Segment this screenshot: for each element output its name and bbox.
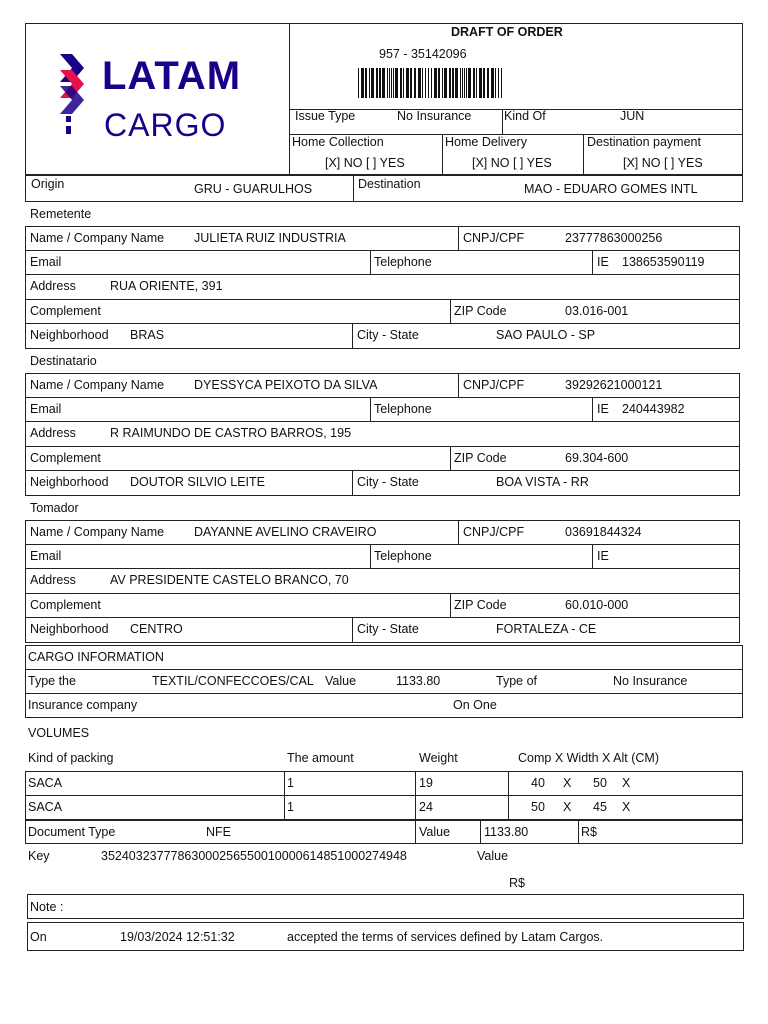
volumes-header-weight: Weight	[419, 751, 458, 765]
party-row-line	[25, 250, 740, 251]
party-row-line	[25, 446, 740, 447]
party-col-line	[458, 226, 459, 250]
party-city-value: BOA VISTA - RR	[496, 475, 589, 489]
barcode-bar	[371, 68, 374, 98]
party-neighborhood-value: BRAS	[130, 328, 165, 342]
volume-x-sep: X	[563, 776, 572, 790]
barcode-bar	[501, 68, 502, 98]
party-row-line	[25, 397, 740, 398]
party-complement-label: Complement	[30, 304, 101, 318]
volume-weight: 19	[419, 776, 433, 790]
barcode-bar	[479, 68, 482, 98]
header-divider	[289, 23, 290, 175]
party-ie-label: IE	[597, 549, 609, 563]
barcode-bar	[391, 68, 392, 98]
party-telephone-label: Telephone	[374, 549, 432, 563]
party-col-line	[450, 593, 451, 617]
party-zip-label: ZIP Code	[454, 304, 507, 318]
cargo-type-label: Type the	[28, 674, 76, 688]
volume-packing: SACA	[28, 800, 63, 814]
cargo-line-2	[25, 693, 743, 694]
volume-packing: SACA	[28, 776, 63, 790]
party-address-label: Address	[30, 426, 76, 440]
party-cnpj-value: 23777863000256	[565, 231, 663, 245]
barcode-bar	[455, 68, 458, 98]
barcode-bar	[468, 68, 471, 98]
order-number: 957 - 35142096	[379, 47, 467, 61]
barcode-bar	[428, 68, 429, 98]
volumes-header-dims: Comp X Width X Alt (CM)	[518, 751, 659, 765]
barcode-bar	[393, 68, 394, 98]
acceptance-datetime: 19/03/2024 12:51:32	[120, 930, 235, 944]
party-city-value: FORTALEZA - CE	[496, 622, 597, 636]
party-cnpj-label: CNPJ/CPF	[463, 525, 525, 539]
barcode-bar	[498, 68, 499, 98]
barcode-bar	[476, 68, 477, 98]
volumes-col-line-2	[415, 771, 416, 820]
party-email-label: Email	[30, 402, 62, 416]
party-name-label: Name / Company Name	[30, 525, 165, 539]
party-zip-label: ZIP Code	[454, 598, 507, 612]
party-neighborhood-label: Neighborhood	[30, 475, 109, 489]
volumes-title: VOLUMES	[28, 726, 90, 740]
barcode	[356, 68, 504, 98]
party-col-line	[352, 470, 353, 496]
origin-label: Origin	[31, 177, 65, 191]
cargo-value: 1133.80	[396, 674, 441, 688]
document-value: 1133.80	[484, 825, 529, 839]
cargo-type-of-value: No Insurance	[613, 674, 688, 688]
party-ie-value: 240443982	[622, 402, 685, 416]
key-currency: R$	[509, 876, 525, 890]
party-section-title: Tomador	[30, 501, 79, 515]
party-row-line	[25, 299, 740, 300]
party-address-value: RUA ORIENTE, 391	[110, 279, 223, 293]
document-col-line-1	[415, 820, 416, 844]
barcode-bar	[434, 68, 437, 98]
party-col-line	[458, 373, 459, 397]
barcode-bar	[387, 68, 388, 98]
barcode-bar	[442, 68, 443, 98]
volumes-col-line-1	[284, 771, 285, 820]
header-vline-a	[502, 109, 503, 134]
kind-of-value: JUN	[620, 109, 645, 123]
party-complement-label: Complement	[30, 598, 101, 612]
party-col-line	[370, 397, 371, 421]
barcode-bar	[361, 68, 364, 98]
party-ie-label: IE	[597, 255, 609, 269]
logo-wordmark-latam: LATAM	[102, 54, 242, 98]
party-name-value: DYESSYCA PEIXOTO DA SILVA	[194, 378, 378, 392]
barcode-bar	[358, 68, 359, 98]
header-vline-c	[583, 134, 584, 175]
volume-x-sep: X	[563, 800, 572, 814]
party-complement-label: Complement	[30, 451, 101, 465]
party-zip-value: 60.010-000	[565, 598, 629, 612]
party-zip-value: 69.304-600	[565, 451, 629, 465]
acceptance-text: accepted the terms of services defined by Latam Cargos.	[287, 930, 604, 944]
party-address-value: AV PRESIDENTE CASTELO BRANCO, 70	[110, 573, 349, 587]
destination-payment-value: [X] NO [ ] YES	[623, 156, 703, 170]
party-ie-label: IE	[597, 402, 609, 416]
volume-amount: 1	[287, 800, 294, 814]
party-address-label: Address	[30, 573, 76, 587]
volume-x-sep: X	[622, 776, 631, 790]
home-delivery-label: Home Delivery	[445, 135, 527, 149]
logo-wordmark-cargo: CARGO	[104, 107, 227, 143]
party-row-line	[25, 274, 740, 275]
party-cnpj-value: 39292621000121	[565, 378, 663, 392]
party-col-line	[458, 520, 459, 544]
cargo-line-1	[25, 669, 743, 670]
barcode-bar	[422, 68, 423, 98]
party-name-label: Name / Company Name	[30, 378, 165, 392]
barcode-bar	[395, 68, 398, 98]
party-row-line	[25, 568, 740, 569]
home-collection-label: Home Collection	[292, 135, 384, 149]
home-delivery-value: [X] NO [ ] YES	[472, 156, 552, 170]
barcode-bar	[449, 68, 451, 98]
note-label: Note :	[30, 900, 64, 914]
barcode-bar	[452, 68, 454, 98]
barcode-bar	[400, 68, 402, 98]
party-name-value: JULIETA RUIZ INDUSTRIA	[194, 231, 346, 245]
party-neighborhood-label: Neighborhood	[30, 622, 109, 636]
party-col-line	[592, 397, 593, 421]
barcode-bar	[464, 68, 465, 98]
barcode-bar	[389, 68, 390, 98]
barcode-bar	[462, 68, 463, 98]
document-currency: R$	[581, 825, 597, 839]
barcode-bar	[410, 68, 412, 98]
barcode-bar	[473, 68, 475, 98]
party-row-line	[25, 544, 740, 545]
volume-amount: 1	[287, 776, 294, 790]
key-label: Key	[28, 849, 50, 863]
party-col-line	[592, 544, 593, 568]
party-section-title: Destinatario	[30, 354, 97, 368]
barcode-bar	[365, 68, 367, 98]
acceptance-on-label: On	[30, 930, 47, 944]
document-title: DRAFT OF ORDER	[451, 25, 563, 39]
volumes-header-packing: Kind of packing	[28, 751, 114, 765]
party-row-line	[25, 323, 740, 324]
party-city-label: City - State	[357, 622, 419, 636]
barcode-bar	[466, 68, 467, 98]
issue-type-value: No Insurance	[397, 109, 472, 123]
document-col-line-3	[578, 820, 579, 844]
note-box	[27, 894, 744, 919]
cargo-type-of-label: Type of	[496, 674, 537, 688]
volume-weight: 24	[419, 800, 433, 814]
destination-label: Destination	[358, 177, 421, 191]
key-value-label: Value	[477, 849, 509, 863]
party-telephone-label: Telephone	[374, 402, 432, 416]
party-col-line	[352, 323, 353, 349]
document-type-value: NFE	[206, 825, 231, 839]
party-neighborhood-label: Neighborhood	[30, 328, 109, 342]
latam-cargo-logo	[58, 50, 258, 150]
cargo-type-value: TEXTIL/CONFECCOES/CAL	[152, 674, 314, 688]
volume-comp: 40	[531, 776, 545, 790]
party-row-line	[25, 421, 740, 422]
volumes-header-amount: The amount	[287, 751, 354, 765]
party-address-value: R RAIMUNDO DE CASTRO BARROS, 195	[110, 426, 352, 440]
kind-of-label: Kind Of	[504, 109, 546, 123]
barcode-bar	[460, 68, 461, 98]
document-type-label: Document Type	[28, 825, 116, 839]
document-value-label: Value	[419, 825, 451, 839]
cargo-title: CARGO INFORMATION	[28, 650, 164, 664]
barcode-bar	[425, 68, 426, 98]
barcode-bar	[487, 68, 489, 98]
barcode-bar	[379, 68, 381, 98]
home-collection-value: [X] NO [ ] YES	[325, 156, 405, 170]
latam-logo-icon	[58, 50, 98, 146]
party-col-line	[370, 544, 371, 568]
party-col-line	[352, 617, 353, 643]
party-email-label: Email	[30, 549, 62, 563]
volume-comp: 50	[531, 800, 545, 814]
party-cnpj-label: CNPJ/CPF	[463, 231, 525, 245]
document-row	[25, 820, 743, 844]
insurance-company-label: Insurance company	[28, 698, 138, 712]
party-name-value: DAYANNE AVELINO CRAVEIRO	[194, 525, 377, 539]
barcode-bar	[483, 68, 485, 98]
party-ie-value: 138653590119	[622, 255, 705, 269]
barcode-bar	[369, 68, 370, 98]
destination-value: MAO - EDUARO GOMES INTL	[524, 182, 698, 196]
party-neighborhood-value: DOUTOR SILVIO LEITE	[130, 475, 265, 489]
party-row-line	[25, 593, 740, 594]
barcode-bar	[431, 68, 432, 98]
issue-type-label: Issue Type	[295, 109, 356, 123]
party-neighborhood-value: CENTRO	[130, 622, 183, 636]
barcode-bar	[418, 68, 421, 98]
barcode-bar	[495, 68, 496, 98]
party-zip-label: ZIP Code	[454, 451, 507, 465]
party-city-value: SAO PAULO - SP	[496, 328, 596, 342]
party-cnpj-value: 03691844324	[565, 525, 642, 539]
party-email-label: Email	[30, 255, 62, 269]
party-section-title: Remetente	[30, 207, 92, 221]
volume-width: 50	[593, 776, 607, 790]
party-telephone-label: Telephone	[374, 255, 432, 269]
origin-value: GRU - GUARULHOS	[194, 182, 313, 196]
party-col-line	[450, 446, 451, 470]
party-col-line	[450, 299, 451, 323]
party-row-line	[25, 470, 740, 471]
volumes-col-line-3	[508, 771, 509, 820]
barcode-bar	[444, 68, 447, 98]
key-value: 35240323777863000256550010000614851000274948	[101, 849, 407, 863]
document-col-line-2	[480, 820, 481, 844]
barcode-graphic	[356, 68, 504, 98]
route-divider	[353, 175, 354, 202]
party-col-line	[370, 250, 371, 274]
barcode-bar	[414, 68, 416, 98]
volume-width: 45	[593, 800, 607, 814]
barcode-bar	[403, 68, 404, 98]
header-vline-b	[442, 134, 443, 175]
party-zip-value: 03.016-001	[565, 304, 629, 318]
volumes-row-line	[25, 795, 743, 796]
insurance-company-value: On One	[453, 698, 497, 712]
party-name-label: Name / Company Name	[30, 231, 165, 245]
barcode-bar	[382, 68, 385, 98]
party-address-label: Address	[30, 279, 76, 293]
party-city-label: City - State	[357, 328, 419, 342]
destination-payment-label: Destination payment	[587, 135, 701, 149]
barcode-bar	[438, 68, 440, 98]
barcode-bar	[491, 68, 494, 98]
party-city-label: City - State	[357, 475, 419, 489]
party-cnpj-label: CNPJ/CPF	[463, 378, 525, 392]
cargo-value-label: Value	[325, 674, 357, 688]
party-col-line	[592, 250, 593, 274]
barcode-bar	[406, 68, 409, 98]
volume-x-sep: X	[622, 800, 631, 814]
barcode-bar	[376, 68, 378, 98]
party-row-line	[25, 617, 740, 618]
